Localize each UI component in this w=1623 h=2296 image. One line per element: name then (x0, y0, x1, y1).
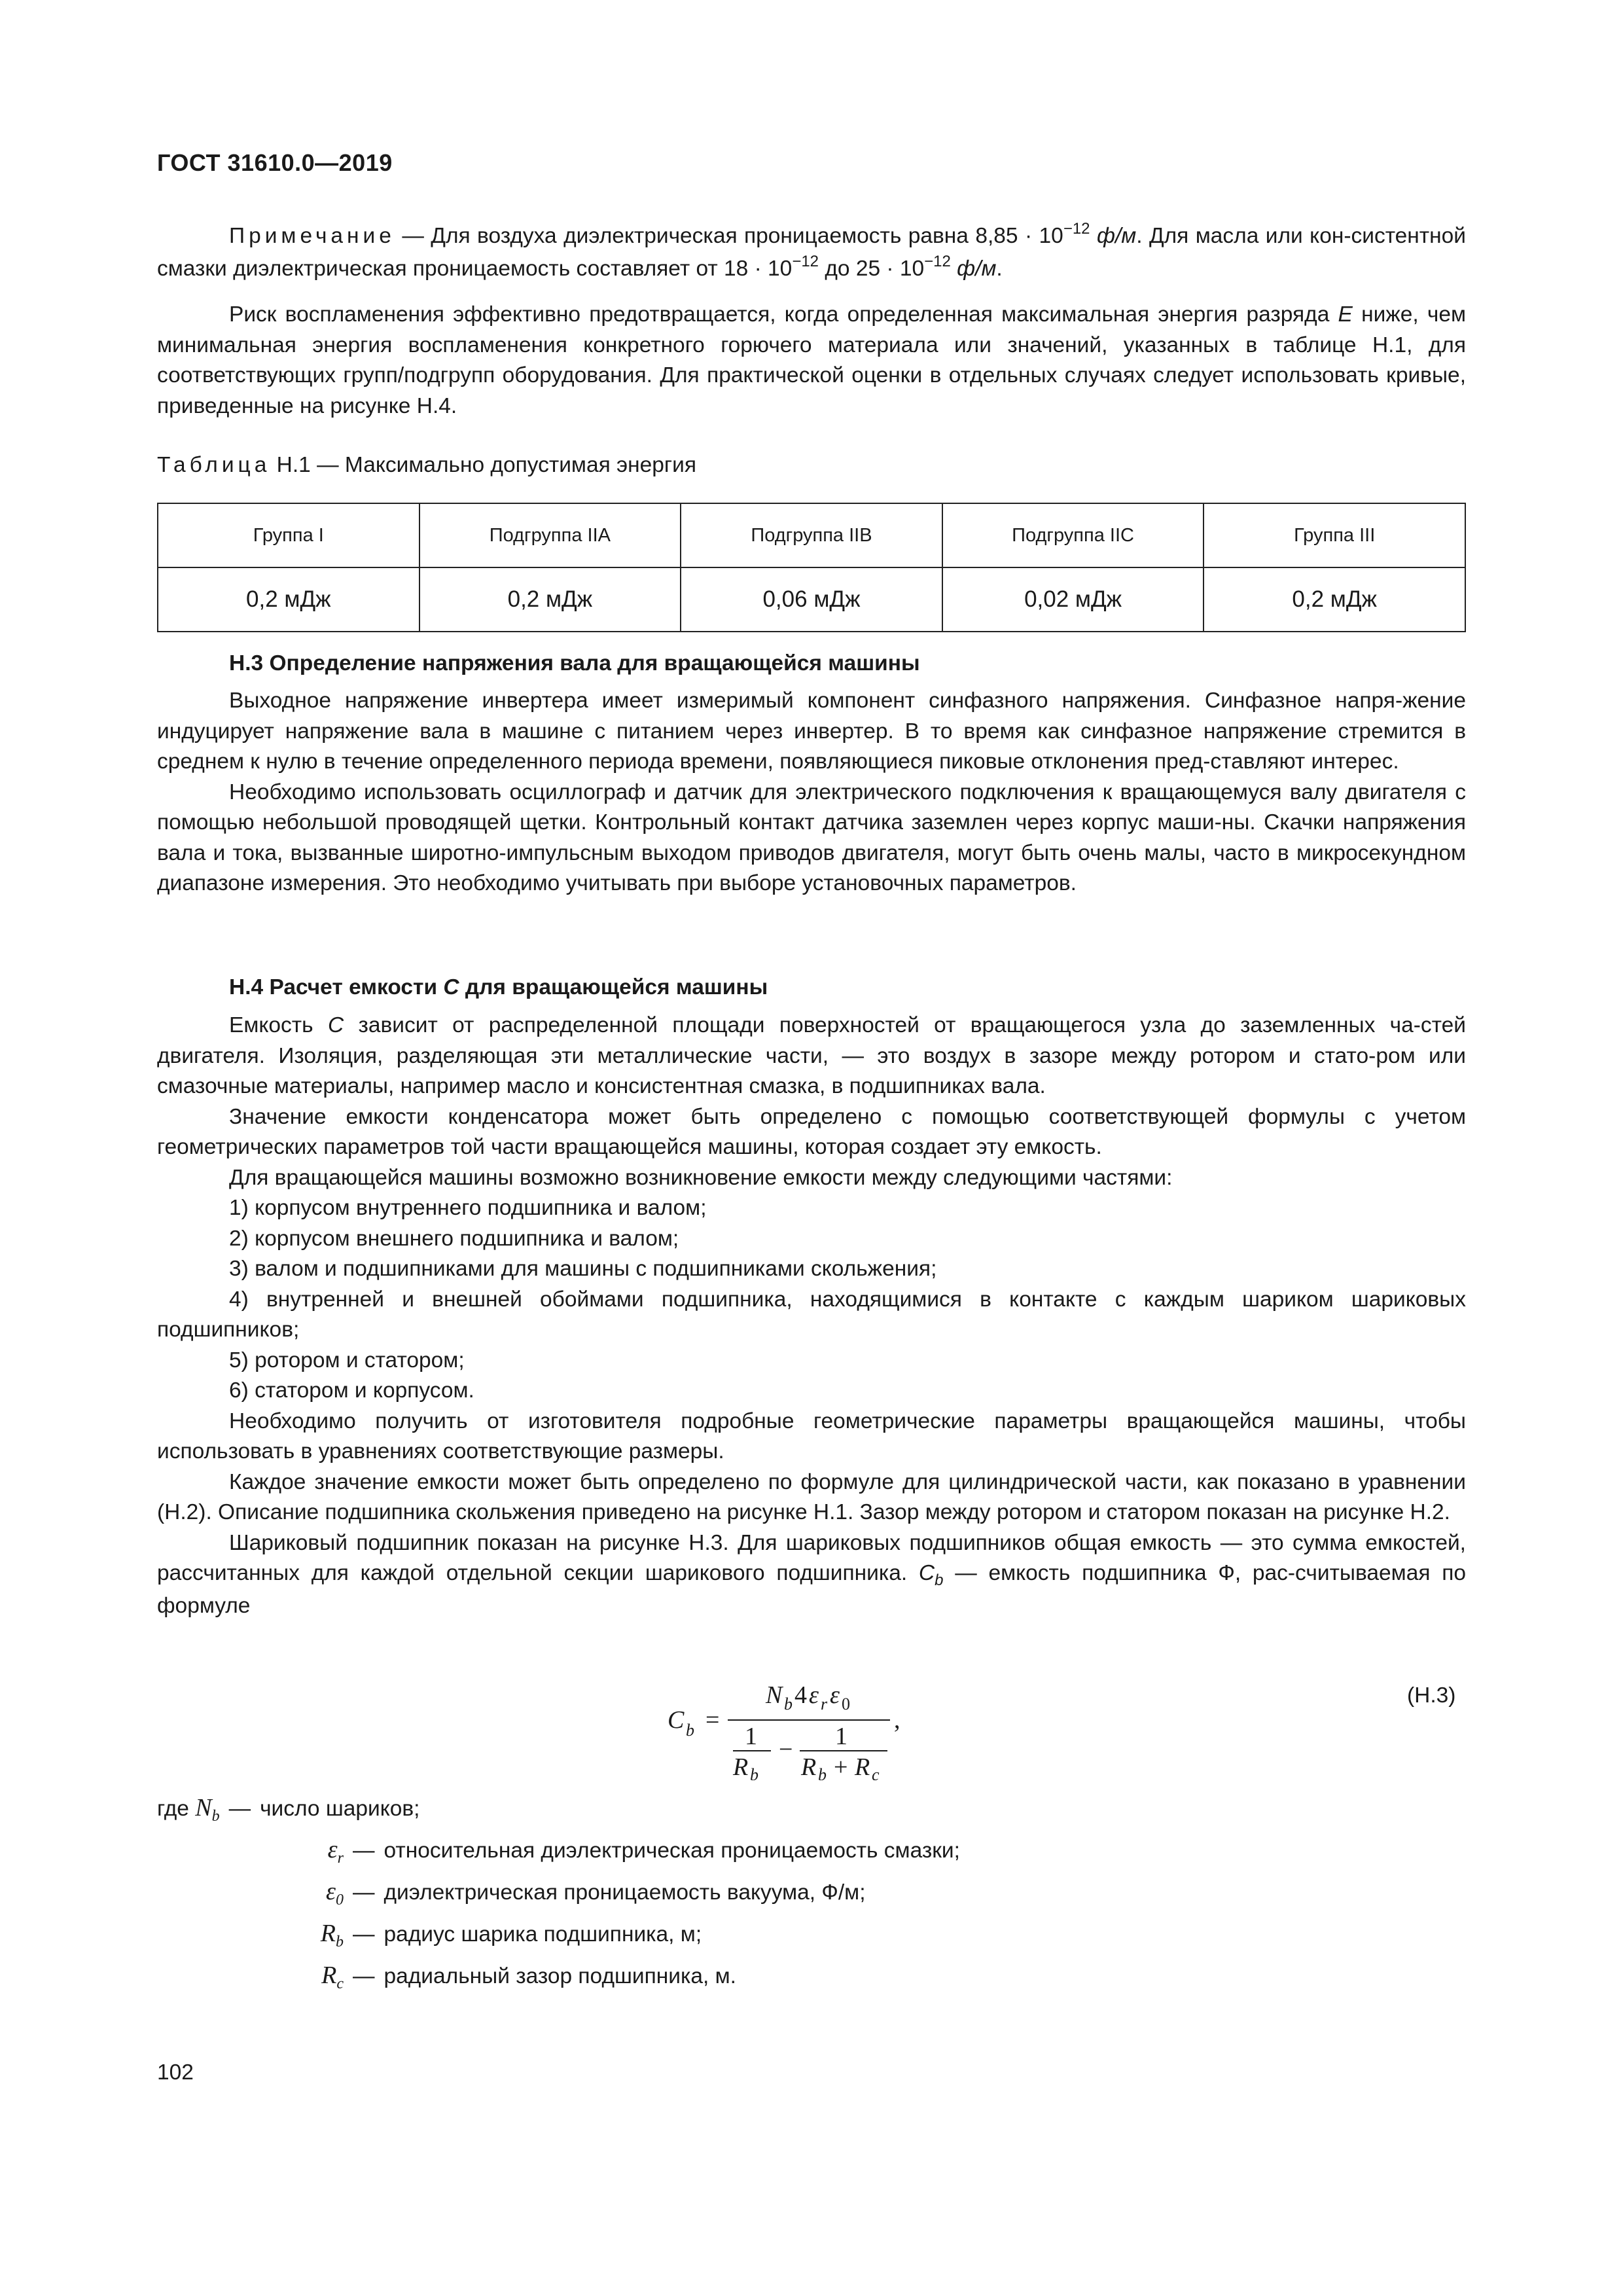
formula-number: (Н.3) (1407, 1683, 1456, 1708)
list-item: 6) статором и корпусом. (229, 1378, 474, 1403)
note-text-4: до 25 · 10 (819, 256, 925, 281)
table-header-cell: Подгруппа IIA (419, 503, 681, 567)
formula-den-R-2: R (801, 1753, 817, 1780)
definition-symbol-sub: c (336, 1975, 344, 1992)
formula-den-R-3-sub: c (872, 1765, 880, 1780)
table-header-cell: Группа III (1204, 503, 1465, 567)
list-item: 2) корпусом внешнего подшипника и валом; (229, 1226, 679, 1251)
note-unit-2: ф/м (950, 256, 997, 281)
definition-dash: — (353, 1839, 375, 1863)
note-text-2: . Для масла или кон- (1136, 224, 1351, 248)
table-cell: 0,06 мДж (681, 567, 942, 632)
note-block (157, 221, 1466, 286)
formula-equals: = (705, 1706, 720, 1734)
section-h4-body (157, 1011, 1466, 1621)
table-row (158, 567, 1465, 632)
formula-num-eps-r: ε (809, 1681, 819, 1709)
h4-p6-symbol: C (918, 1561, 935, 1585)
definition-text: радиальный зазор подшипника, м. (383, 1964, 736, 1988)
formula-num-eps-0: ε (830, 1681, 840, 1709)
formula-den-R-2-sub: b (818, 1765, 827, 1780)
risk-text-1: Риск воспламенения эффективно предотвращается, когда определенная максимальная энергия разряда (229, 302, 1338, 327)
section-h3-body (157, 686, 1466, 899)
standard-title: ГОСТ 31610.0—2019 (157, 149, 393, 176)
h4-heading-text-2: для вращающейся машины (459, 975, 768, 999)
table-cell: 0,2 мДж (419, 567, 681, 632)
definition-dash: — (353, 1880, 375, 1905)
note-unit-1: ф/м (1090, 224, 1137, 248)
definition-symbol-main: N (195, 1794, 212, 1821)
definition-symbol (157, 1793, 220, 1825)
definition-symbol-sub: r (337, 1850, 344, 1867)
energy-table (157, 503, 1466, 632)
formula-plus: + (834, 1753, 848, 1780)
note-text-3: систентной смазки диэлектрическая проницаемость составляет от 18 · 10 (157, 224, 1466, 281)
table-header-cell: Подгруппа IIC (942, 503, 1204, 567)
formula-den-one-1: 1 (745, 1723, 757, 1750)
list-item: 3) валом и подшипниками для машины с подшипниками скольжения; (229, 1257, 937, 1281)
definition-where: где (157, 1797, 196, 1821)
definition-symbol-sub: b (211, 1808, 220, 1825)
definition-symbol (157, 1919, 344, 1948)
definition-dash: — (353, 1922, 375, 1946)
formula-num-eps-0-sub: 0 (842, 1695, 850, 1713)
definition-row (157, 1793, 419, 1833)
definition-text: радиус шарика подшипника, м; (383, 1922, 702, 1946)
table-header-row (158, 503, 1465, 567)
definition-dash: — (353, 1964, 375, 1988)
list-item: 5) ротором и статором; (229, 1348, 465, 1372)
definition-text: относительная диэлектрическая проницаемость смазки; (383, 1839, 960, 1863)
formula-num-N: N (766, 1681, 783, 1709)
section-h4-paragraph-6 (157, 1528, 1466, 1622)
formula-den-R-1: R (733, 1753, 749, 1780)
section-h4-paragraph-1 (157, 1011, 1466, 1102)
section-heading-h3: Н.3 Определение напряжения вала для вращающейся машины (229, 651, 920, 675)
table-header-cell: Группа I (158, 503, 419, 567)
formula-den-R-3: R (855, 1753, 870, 1780)
section-heading-h4 (229, 975, 768, 1000)
definition-text: число шариков; (260, 1797, 420, 1821)
formula-minus: − (779, 1736, 793, 1763)
section-h4-paragraph-5: Каждое значение емкости может быть определено по формуле для цилиндрической части, как показано в уравнении (Н.2). Описание подшипника скольжения приведено на рисунке Н.1. Зазор между ротором и статором показан на рисунке Н.2. (157, 1469, 1466, 1524)
definition-text: диэлектрическая проницаемость вакуума, Ф/м; (383, 1880, 866, 1905)
page-number: 102 (157, 2060, 194, 2085)
definition-symbol-main: R (320, 1920, 336, 1947)
definition-row (157, 1835, 960, 1874)
definition-symbol (157, 1961, 344, 1990)
list-item: 1) корпусом внутреннего подшипника и валом; (229, 1196, 707, 1220)
definition-symbol (157, 1877, 344, 1909)
h4-p6-text-1: Шариковый подшипник показан на рисунке Н.3. Для шариковых подшипников общая емкость — это сумма емкостей, рассчитанных для каждой отдельной секции шарикового подшипника. (157, 1530, 1466, 1585)
risk-paragraph (157, 300, 1466, 422)
definition-symbol-main: ε (326, 1878, 336, 1905)
formula-comma: , (894, 1706, 901, 1734)
formula-den-R-1-sub: b (750, 1765, 758, 1780)
definition-symbol-main: ε (327, 1836, 338, 1863)
formula-num-four: 4 (794, 1681, 807, 1709)
note-paragraph (157, 221, 1466, 286)
section-h4-paragraph-4: Необходимо получить от изготовителя подробные геометрические параметры вращающейся машины, чтобы использовать в уравнениях соответствующие размеры. (157, 1408, 1466, 1463)
section-h3-paragraph-2: Необходимо использовать осциллограф и датчик для электрического подключения к вращающемуся валу двигателя с помощью небольшой проводящей щетки. Контрольный контакт датчика заземлен через корпус маши-ны. Скачки напряжения вала и тока, вызванные широтно-импульсным выходом приводов двигателя, могут быть очень малы, часто в микросекундном диапазоне измерения. Это необходимо учитывать при выборе установочных параметров. (157, 780, 1466, 895)
table-cell: 0,2 мДж (1204, 567, 1465, 632)
formula-num-eps-r-sub: r (821, 1695, 828, 1713)
section-h4-paragraph-3: Для вращающейся машины возможно возникновение емкости между следующими частями: (229, 1165, 1173, 1190)
h4-p1-text-2: зависит от распределенной площади поверхностей от вращающегося узла до заземленных ча-стей двигателя. Изоляция, разделяющая эти металлические части, — это воздух в зазоре между ротором и стато-ром или смазочные материалы, например масло и консистентная смазка, в подшипниках вала. (157, 1013, 1466, 1098)
h4-p6-text-2: — емкость подшипника Ф, рас-считываемая по формуле (157, 1561, 1466, 1618)
definition-symbol-main: R (321, 1962, 337, 1989)
energy-symbol: E (1338, 302, 1353, 327)
capacitance-formula (668, 1662, 995, 1780)
table-header-cell: Подгруппа IIB (681, 503, 942, 567)
note-exponent-2: −12 (792, 252, 819, 270)
definition-symbol (157, 1835, 344, 1867)
definition-symbol-sub: b (336, 1933, 344, 1950)
definition-row (157, 1919, 702, 1958)
section-h3-paragraph-1: Выходное напряжение инвертера имеет измеримый компонент синфазного напряжения. Синфазное напря-жение индуцирует напряжение вала в машине с питанием через инвертер. В то время как синфазное напряжение стремится в среднем к нулю в течение определенного периода времени, появляющиеся пиковые отклонения пред-ставляют интерес. (157, 689, 1466, 774)
table-caption (157, 450, 1466, 481)
h4-heading-text-1: Н.4 Расчет емкости (229, 975, 444, 999)
note-label: Примечание (229, 224, 395, 248)
table-caption-label: Таблица (157, 453, 271, 477)
note-text-1: — Для воздуха диэлектрическая проницаемость равна 8,85 · 10 (395, 224, 1063, 248)
risk-block (157, 300, 1466, 422)
definition-row (157, 1877, 866, 1916)
formula-num-N-sub: b (784, 1695, 793, 1713)
h4-p6-subscript: b (935, 1571, 944, 1589)
definition-dash: — (228, 1797, 251, 1821)
formula-lhs-sub: b (686, 1721, 694, 1740)
table-cell: 0,02 мДж (942, 567, 1204, 632)
risk-text-2: ниже, чем минимальная энергия воспламенения конкретного горючего материала или значений, указанных в таблице Н.1, для соответствующих групп/подгрупп оборудования. Для практической оценки в отдельных случаях следует использовать кривые, приведенные на рисунке Н.4. (157, 302, 1466, 418)
note-end: . (996, 256, 1003, 281)
formula-lhs: C (668, 1706, 685, 1734)
definition-row (157, 1961, 736, 2000)
h4-p1-symbol: C (327, 1013, 344, 1037)
h4-heading-symbol: C (443, 975, 459, 999)
definition-symbol-sub: 0 (336, 1892, 344, 1909)
table-caption-text: Н.1 — Максимально допустимая энергия (270, 453, 696, 477)
note-exponent-1: −12 (1063, 220, 1090, 238)
formula-den-one-2: 1 (835, 1723, 847, 1750)
h4-p1-text-1: Емкость (229, 1013, 328, 1037)
list-item: 4) внутренней и внешней обоймами подшипника, находящимися в контакте с каждым шариком шариковых подшипников; (157, 1287, 1466, 1342)
section-h4-paragraph-2: Значение емкости конденсатора может быть определено с помощью соответствующей формулы с учетом геометрических параметров той части вращающейся машины, которая создает эту емкость. (157, 1104, 1466, 1159)
note-exponent-3: −12 (924, 252, 951, 270)
table-cell: 0,2 мДж (158, 567, 419, 632)
